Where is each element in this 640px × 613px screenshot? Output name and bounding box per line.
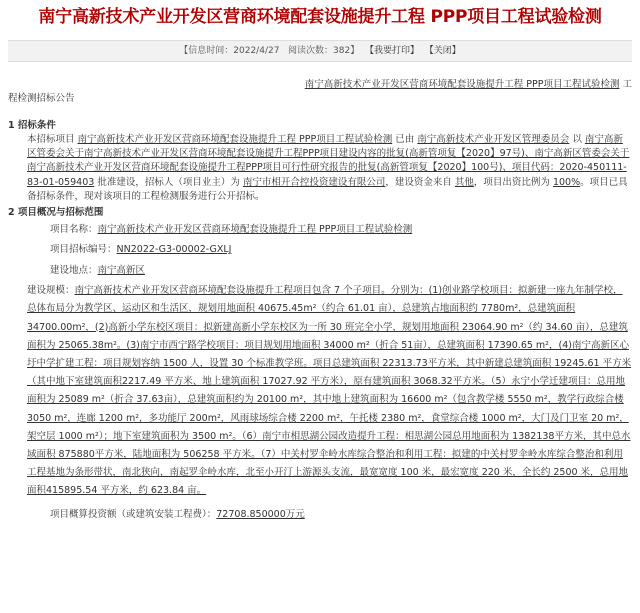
- s1-text: 以: [569, 133, 585, 145]
- s1-fund-source: 其他: [454, 176, 474, 188]
- budget-value: 72708.850000万元: [216, 508, 305, 520]
- s1-fund-ratio: 100%: [552, 176, 581, 188]
- scale-item: ：相思湖公园总用地面积为 1382138平方米，其中总水域面积 875880平方米，陆地面积为 506258 平方米。（7）中关村罗伞岭水库综合整治和利用工程：拟建的中关村罗伞岭水库综合整治和利用工程基地为条形带状，南北狭向，南起罗伞岭水库，北至小开汀上游源头支流，最宽宽度 100 米，最宏宽度 220 米，全长约 2500 米，总用地面积415895.54 平方米，约 623.84 亩。: [27, 430, 631, 497]
- scale-item: 南宁高新技术产业开发区营商环境配套设施提升工程项目包含 7 个子项目。分别为：(1)创业路学校项目：拟新建一座九年制学校，总体布局分为教学区、运动区和生活区，规划用地面积 40675.45m²（约合 61.01 亩），总建筑占地面积约 7780m²，总建筑面积 34700.00m²，: [27, 285, 623, 333]
- project-code-label: 项目招标编号：: [50, 244, 117, 256]
- s1-project-name: 南宁高新技术产业开发区营商环境配套设施提升工程 PPP项目工程试验检测: [77, 133, 393, 145]
- s1-text: ，项目出资比例为: [473, 176, 553, 188]
- location-line: [8, 260, 632, 282]
- publish-date: 2022/4/27: [233, 46, 280, 56]
- s1-tenderer: 南宁市相开合控投资建设有限公司: [242, 176, 386, 188]
- project-code-line: [8, 240, 632, 260]
- scale-item: (2)高新小学东校区项目：拟新建高新小学东校区为一所 30 班完全小学，规划用地面积 23064.90 m²（约 34.60 亩），总建筑面积为 25065.38m²。: [27, 321, 628, 351]
- s1-text: 。项目已具备招标条件，现对该项目的工程检测服务进行公开招标。: [27, 176, 628, 202]
- scale-item: 南宁市相思湖公园改造提升工程: [262, 430, 396, 442]
- budget-label: 项目概算投资额（或建筑安装工程费）：: [50, 508, 217, 520]
- budget-line: [8, 505, 632, 525]
- article-title: 南宁高新技术产业开发区营商环境配套设施提升工程 PPP项目工程试验检测: [38, 7, 602, 27]
- s1-text: 批准建设，招标人（项目业主）为: [94, 176, 243, 188]
- section-1-title: 1 招标条件: [8, 119, 56, 131]
- location-label: 建设地点：: [50, 265, 98, 277]
- project-code-value: NN2022-G3-00002-GXLJ: [116, 244, 232, 256]
- date-prefix: 【信息时间：: [179, 46, 234, 56]
- s1-text: 已由: [392, 133, 418, 145]
- project-name-line: [8, 220, 632, 240]
- close-link[interactable]: 【关闭】: [424, 46, 461, 56]
- notice-heading-project: 南宁高新技术产业开发区营商环境配套设施提升工程 PPP项目工程试验检测: [304, 79, 620, 90]
- notice-heading-suffix1: 工: [619, 79, 632, 90]
- article-meta-bar: 【信息时间：2022/4/27 阅读次数：382】 【我要打印】 【关闭】: [8, 40, 632, 62]
- print-link[interactable]: 【我要打印】: [364, 46, 419, 56]
- notice-heading: [8, 78, 632, 92]
- project-name-label: 项目名称：: [50, 224, 98, 236]
- section-1-paragraph: [8, 133, 632, 204]
- project-name-value: 南宁高新技术产业开发区营商环境配套设施提升工程 PPP项目工程试验检测: [97, 224, 413, 236]
- section-2-title: 2 项目概况与招标范围: [8, 207, 104, 218]
- scale-item: (4)南宁高新区心圩中学扩建工程：项目规划容纳 1500 人，设置 30 个标准教学班。项目总建筑面积 22313.73平方米，其中新建总建筑面积 19245.61 平方米（其中地下室建筑面积2217.49 平方米、地上建筑面积 17027.92 平方米），原有建筑面积 3068.32平方米。（5）永宁小学迁建项目：总用地面积为 25089 m²（折合 37.63亩），总建筑面积约为 20100 m²，其中地上建筑面积为 16600 m²（包含教学楼 5550 m²，教学行政综合楼 3050 m²，连廊 1200 m²，多功能厅 200m²，风雨球场综合楼 2200 m²，午托楼 2380 m²，食堂综合楼 1000 m²，大门及门卫室 20 m²，架空层 1000 m²）；地下室建筑面积为 3500 m²。（6）: [27, 339, 632, 442]
- views-prefix: 阅读次数：: [288, 46, 334, 56]
- scale-label: 建设规模：: [27, 285, 75, 297]
- notice-heading-line2: 程检测招标公告: [8, 93, 75, 105]
- article-body: [0, 78, 640, 525]
- location-value: 南宁高新区: [97, 265, 146, 277]
- s1-text: 本招标项目: [27, 133, 78, 145]
- s1-text: ，建设资金来自: [385, 176, 455, 188]
- s1-approval-doc: 南宁高新区管委会关于南宁高新技术产业开发区营商环境配套设施提升工程PPP项目建设内容的批复(高新管项复【2020】97号)、南宁高新区管委会关于南宁高新技术产业开发区营商环境配套设施提升工程PPP项目可行性研究报告的批复(高新管项复【2020】100号)、项目代码：2020-450111-83-01-059403: [27, 133, 630, 188]
- scale-paragraph: [8, 282, 632, 500]
- scale-item: (3)南宁市西宁路学校项目：项目规划用地面积 34000 m²（折合 51亩），总建筑面积 17390.65 m²，: [126, 339, 559, 351]
- view-count: 382: [333, 46, 351, 56]
- s1-approver: 南宁高新技术产业开发区管理委员会: [417, 133, 570, 145]
